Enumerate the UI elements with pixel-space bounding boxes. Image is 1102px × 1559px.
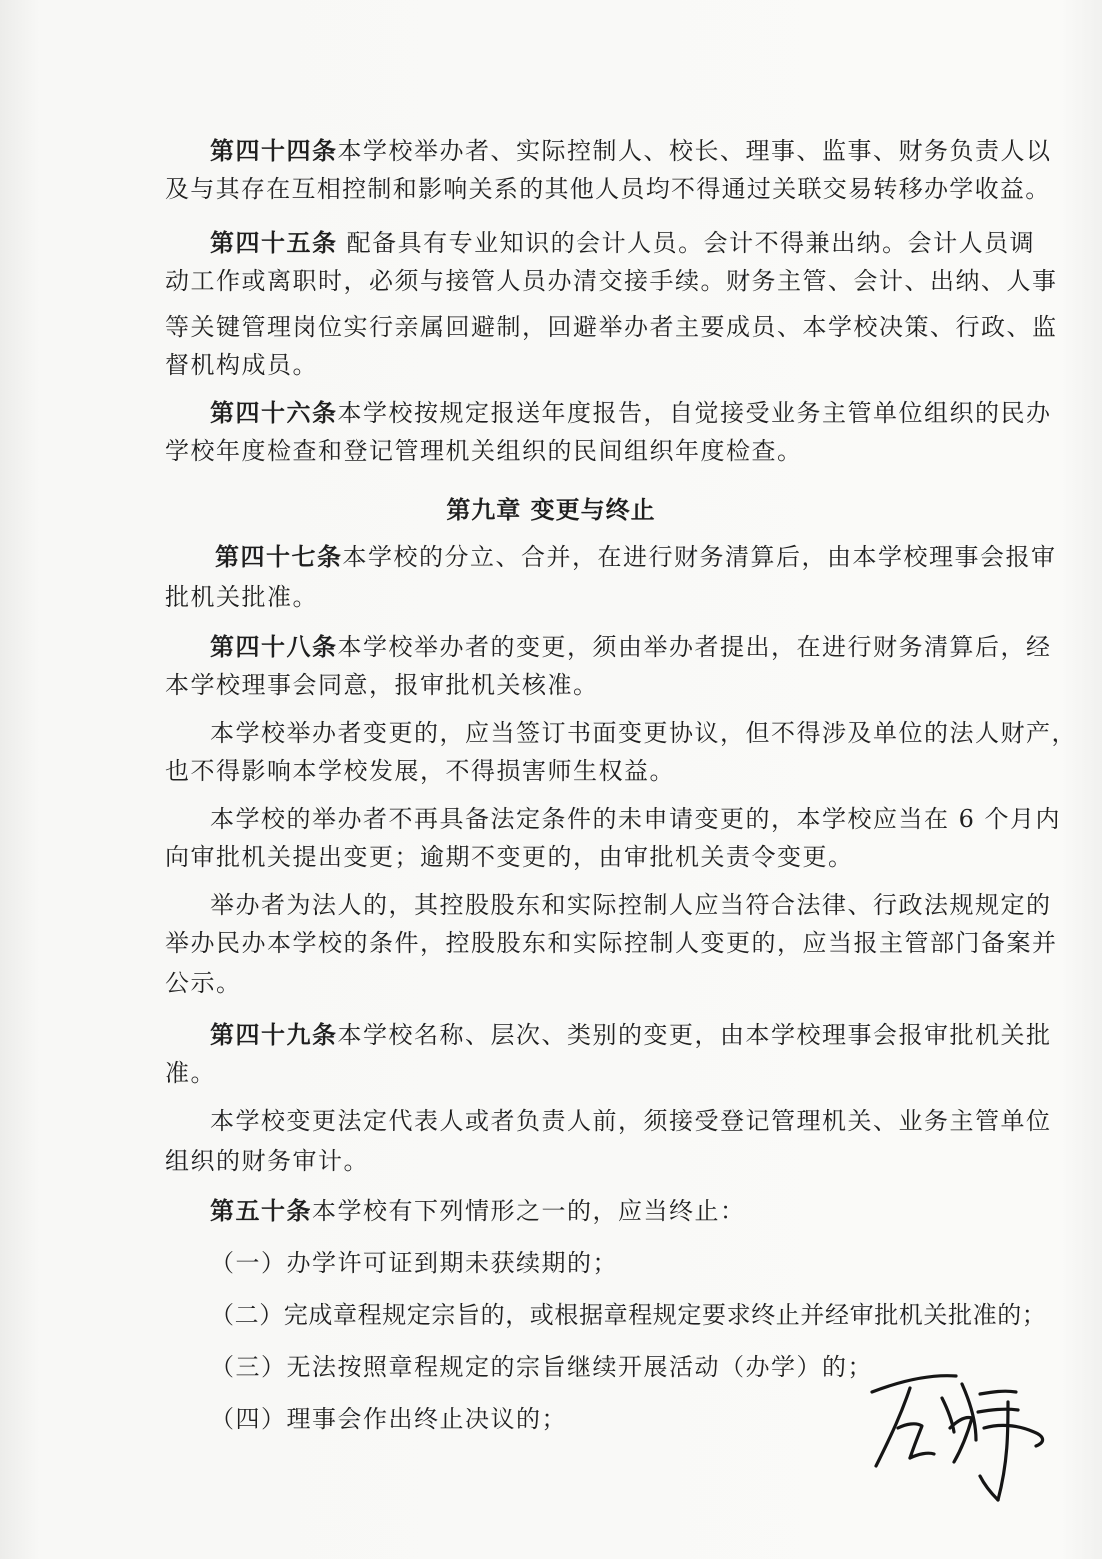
article-45-title: 第四十五条	[210, 228, 338, 257]
article-45-line-4: 督机构成员。	[165, 351, 318, 379]
article-47-text: 本学校的分立、合并，在进行财务清算后，由本学校理事会报审	[342, 543, 1057, 571]
article-49-line-1	[210, 1020, 1052, 1050]
article-48-text: 本学校举办者的变更，须由举办者提出，在进行财务清算后，经	[337, 633, 1052, 661]
article-46-title: 第四十六条	[210, 398, 338, 427]
list-item-3: （三）无法按照章程规定的宗旨继续开展活动（办学）的；	[210, 1353, 873, 1381]
article-46-text: 本学校按规定报送年度报告，自觉接受业务主管单位组织的民办	[337, 399, 1052, 427]
article-48-title: 第四十八条	[210, 632, 338, 661]
handwritten-signature	[858, 1362, 1058, 1512]
article-44-line-1	[210, 136, 1052, 166]
article-45-line-3: 等关键管理岗位实行亲属回避制，回避举办者主要成员、本学校决策、行政、监	[165, 313, 1058, 341]
paragraph-49a-line-2: 组织的财务审计。	[165, 1147, 369, 1175]
article-50-text: 本学校有下列情形之一的，应当终止：	[312, 1197, 746, 1225]
paragraph-48c-line-3: 公示。	[165, 969, 242, 997]
list-item-2: （二）完成章程规定宗旨的，或根据章程规定要求终止并经审批机关批准的；	[210, 1301, 1047, 1329]
paragraph-49a-line-1: 本学校变更法定代表人或者负责人前，须接受登记管理机关、业务主管单位	[210, 1107, 1052, 1135]
paragraph-48c-line-1: 举办者为法人的，其控股股东和实际控制人应当符合法律、行政法规规定的	[210, 891, 1052, 919]
article-49-line-2: 准。	[165, 1059, 216, 1087]
article-44-title: 第四十四条	[210, 136, 338, 165]
article-44-line-2: 及与其存在互相控制和影响关系的其他人员均不得通过关联交易转移办学收益。	[165, 175, 1051, 203]
list-item-1: （一）办学许可证到期未获续期的；	[210, 1249, 618, 1277]
list-item-4: （四）理事会作出终止决议的；	[210, 1405, 567, 1433]
paragraph-48a-line-2: 也不得影响本学校发展，不得损害师生权益。	[165, 757, 675, 785]
paragraph-48b-line-1: 本学校的举办者不再具备法定条件的未申请变更的，本学校应当在 6 个月内	[210, 805, 1062, 833]
article-50-line-1	[210, 1196, 746, 1226]
article-45-text: 配备具有专业知识的会计人员。会计不得兼出纳。会计人员调	[337, 229, 1036, 257]
article-44-text: 本学校举办者、实际控制人、校长、理事、监事、财务负责人以	[337, 137, 1052, 165]
article-45-line-2: 动工作或离职时，必须与接管人员办清交接手续。财务主管、会计、出纳、人事	[165, 267, 1058, 295]
article-45-line-1	[210, 228, 1035, 258]
article-48-line-2: 本学校理事会同意，报审批机关核准。	[165, 671, 599, 699]
article-50-title: 第五十条	[210, 1196, 312, 1225]
article-46-line-1	[210, 398, 1052, 428]
article-49-title: 第四十九条	[210, 1020, 338, 1049]
chapter-9-heading: 第九章 变更与终止	[446, 495, 656, 524]
article-46-line-2: 学校年度检查和登记管理机关组织的民间组织年度检查。	[165, 437, 803, 465]
article-47-title: 第四十七条	[215, 542, 343, 571]
paragraph-48a-line-1: 本学校举办者变更的，应当签订书面变更协议，但不得涉及单位的法人财产，	[210, 719, 1077, 747]
article-47-line-2: 批机关批准。	[165, 583, 318, 611]
article-49-text: 本学校名称、层次、类别的变更，由本学校理事会报审批机关批	[337, 1021, 1052, 1049]
paragraph-48c-line-2: 举办民办本学校的条件，控股股东和实际控制人变更的，应当报主管部门备案并	[165, 929, 1058, 957]
paragraph-48b-line-2: 向审批机关提出变更；逾期不变更的，由审批机关责令变更。	[165, 843, 854, 871]
article-47-line-1	[215, 542, 1057, 572]
article-48-line-1	[210, 632, 1052, 662]
